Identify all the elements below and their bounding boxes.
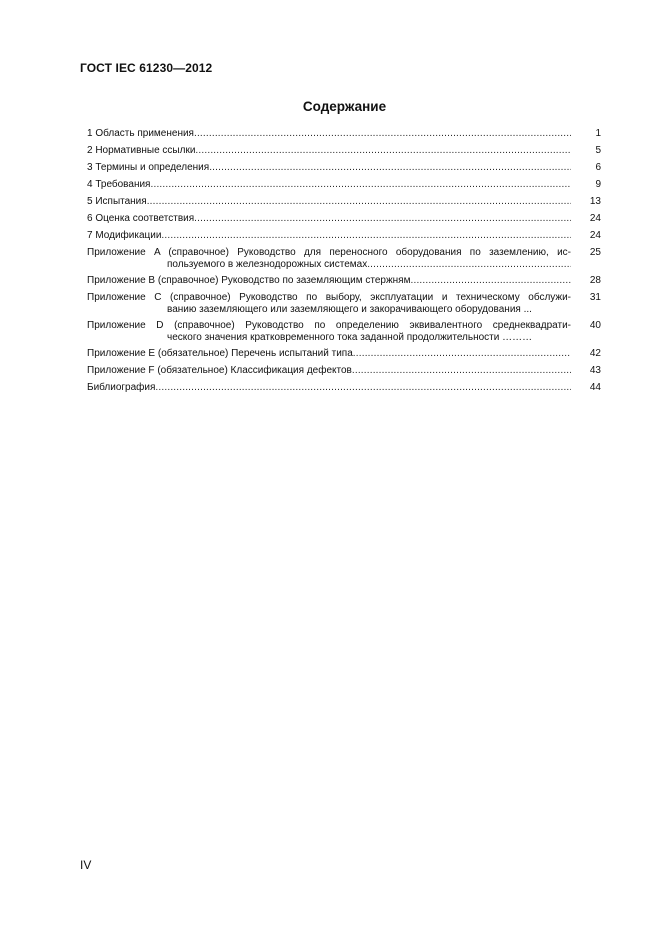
toc-entry-bibliography[interactable] <box>87 382 601 394</box>
dot-leader <box>147 196 571 208</box>
toc-entry-label: Приложение D (справочное) Руководство по определению эквивалентного среднеквадрати- <box>87 320 571 331</box>
dot-leader <box>367 259 571 271</box>
dot-leader <box>353 348 571 360</box>
toc-entry-scope[interactable] <box>87 128 601 140</box>
dot-leader <box>194 213 571 225</box>
toc-entry-label: Приложение C (справочное) Руководство по выбору, эксплуатации и техническому обслужи- <box>87 292 571 303</box>
toc-entry-label: 1 Область применения <box>87 128 194 139</box>
toc-entry-annex-c[interactable] <box>87 292 601 316</box>
toc-page-number: 1 <box>595 128 601 139</box>
toc-page-number: 24 <box>589 230 601 241</box>
toc-entry-label: 4 Требования <box>87 179 151 190</box>
toc-entry-annex-a[interactable] <box>87 247 601 271</box>
toc-entry-annex-b[interactable] <box>87 275 601 287</box>
toc-entry-label: 2 Нормативные ссылки <box>87 145 196 156</box>
toc-entry-label: Приложение E (обязательное) Перечень испытаний типа <box>87 348 353 359</box>
toc-entry-annex-f[interactable] <box>87 365 601 377</box>
toc-entry-label: 6 Оценка соответствия <box>87 213 195 224</box>
dot-leader <box>155 382 571 394</box>
page-folio: IV <box>80 858 92 872</box>
dot-leader <box>161 230 571 242</box>
toc-entry-label-continued: ческого значения кратковременного тока заданной продолжительности ……… <box>167 332 533 343</box>
toc-entry-terms[interactable] <box>87 162 601 174</box>
dot-leader <box>150 179 571 191</box>
dot-leader <box>195 145 571 157</box>
toc-title: Содержание <box>302 99 387 114</box>
toc-page-number: 9 <box>595 179 601 190</box>
toc-entry-annex-d[interactable] <box>87 320 601 344</box>
toc-page-number: 5 <box>595 145 601 156</box>
toc-page-number: 6 <box>595 162 601 173</box>
toc-entry-requirements[interactable] <box>87 179 601 191</box>
toc-page-number: 24 <box>589 213 601 224</box>
toc-entry-label: 5 Испытания <box>87 196 147 207</box>
toc-page-number: 31 <box>589 292 601 303</box>
toc-entry-label: Приложение B (справочное) Руководство по заземляющим стержням <box>87 275 411 286</box>
table-of-contents <box>87 128 601 399</box>
toc-entry-conformity[interactable] <box>87 213 601 225</box>
toc-entry-label: 7 Модификации <box>87 230 162 241</box>
dot-leader <box>209 162 571 174</box>
toc-entry-tests[interactable] <box>87 196 601 208</box>
toc-entry-label: Приложение F (обязательное) Классификация дефектов <box>87 365 352 376</box>
dot-leader <box>352 365 571 377</box>
toc-page-number: 42 <box>589 348 601 359</box>
toc-page-number: 43 <box>589 365 601 376</box>
toc-entry-modifications[interactable] <box>87 230 601 242</box>
toc-entry-annex-e[interactable] <box>87 348 601 360</box>
dot-leader <box>194 128 571 140</box>
toc-entry-label-continued: пользуемого в железнодорожных системах <box>167 259 368 270</box>
toc-page-number: 28 <box>589 275 601 286</box>
document-code: ГОСТ IEC 61230—2012 <box>80 61 213 75</box>
toc-entry-label: Приложение A (справочное) Руководство для переносного оборудования по заземлению, ис- <box>87 247 571 258</box>
dot-leader <box>410 275 571 287</box>
toc-page-number: 44 <box>589 382 601 393</box>
toc-page-number: 40 <box>589 320 601 331</box>
toc-page-number: 25 <box>589 247 601 258</box>
toc-page-number: 13 <box>589 196 601 207</box>
toc-entry-label-continued: ванию заземляющего или заземляющего и закорачивающего оборудования ... <box>167 304 532 315</box>
toc-entry-label: Библиография <box>87 382 156 393</box>
toc-entry-label: 3 Термины и определения <box>87 162 210 173</box>
toc-entry-normative-references[interactable] <box>87 145 601 157</box>
